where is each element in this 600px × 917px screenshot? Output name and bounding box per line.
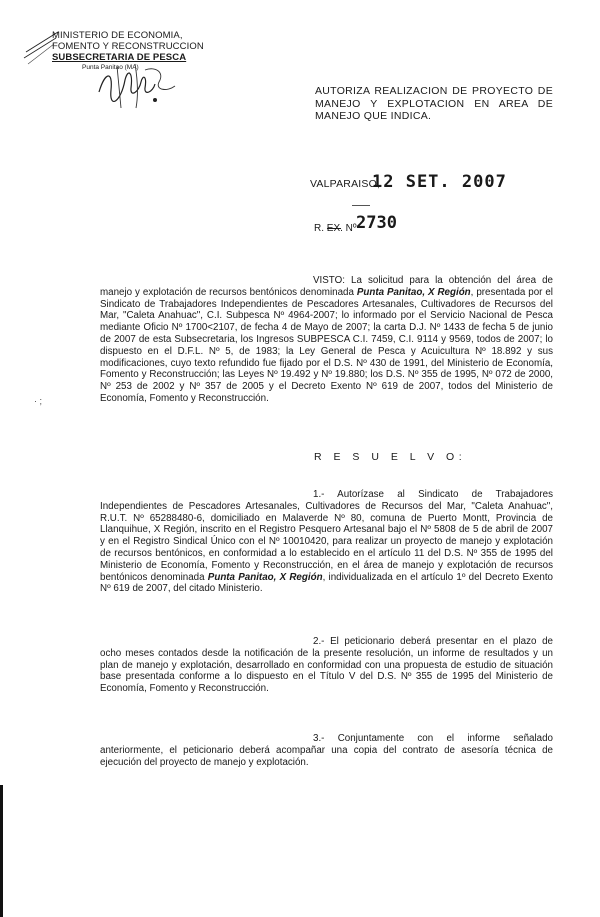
ministry-name: MINISTERIO DE ECONOMIA, xyxy=(52,30,183,41)
point-1-text: Autorízase al Sindicato de Trabajadores Independientes de Pescadores Artesanales, Cultivadores de Recursos del Mar, "Caleta Anahuac", R.U.T. Nº 65288480-6, domiciliado en Malaverde Nº 80, comuna de Puerto Montt, Provincia de Llanquihue, X Región, inscrito en el Registro Pesquero Artesanal bajo el Nº 5808 de 5 de abril de 2007 y en el Registro Sindical Único con el Nº 10010420, para realizar un proyecto de manejo y explotación de recursos bentónicos, en conformidad a lo establecido en el artículo 11 del D.S. Nº 355 de 1995 del Ministerio de Economía, Fomento y Reconstrucción, en el área de manejo y explotación de recursos bentónicos denominada xyxy=(100,489,553,583)
subsecretaria-name: SUBSECRETARIA DE PESCA xyxy=(52,52,187,63)
place-date xyxy=(310,172,570,196)
point-3-paragraph xyxy=(100,733,553,768)
resolution-label: R. EX. Nº xyxy=(314,223,357,234)
point-3-number: 3.- xyxy=(313,733,325,744)
area-name: Punta Panitao, X Región xyxy=(356,286,471,298)
signature-icon xyxy=(95,62,180,110)
margin-mark: · ; xyxy=(34,396,42,406)
visto-paragraph xyxy=(100,275,553,405)
resolution-number-block xyxy=(314,213,434,239)
point-2-text: El peticionario deberá presentar en el plazo de ocho meses contados desde la notificación de la presente resolución, un informe de resultados y un plan de manejo y explotación, desarrollado en conformidad con una propuesta de estudio de situación base presentada conforme a lo dispuesto en el Título V del D.S. Nº 355 de 1995 del Ministerio de Economía, Fomento y Reconstrucción. xyxy=(100,636,553,695)
city-name: VALPARAISO, xyxy=(310,178,381,190)
visto-text-2: , presentada por el Sindicato de Trabajadores Independientes de Pescadores Artesanales, Cultivadores de Recursos del Mar, "Caleta Anahuac", C.I. Subpesca Nº 4964-2007; lo informado por el Servicio Nacional de Pesca mediante Oficio Nº 1700<2107, de fecha 4 de Mayo de 2007; la carta D.J. Nº 1433 de fecha 5 de junio de 2007 de esta Subsecretaria, los Ingresos SUBPESCA C.I. 7459, C.I. 9114 y 9569, todos de 2007; lo dispuesto en el D.F.L. Nº 5, de 1983; la Ley General de Pesca y Acuicultura Nº 18.892 y sus modificaciones, cuyo texto refundido fue fijado por el D.S. Nº 430 de 1991, del Ministerio de Economía, Fomento y Reconstrucción; las Leyes Nº 19.492 y Nº 19.880; los D.S. Nº 355 de 1995, Nº 072 de 2000, Nº 253 de 2002 y Nº 357 de 2005 y el Decreto Exento Nº 619 de 2007, todos del Ministerio de Economía, Fomento y Reconstrucción. xyxy=(100,286,553,404)
point-3-text: Conjuntamente con el informe señalado anteriormente, el peticionario deberá acompañar una copia del contrato de asesoría técnica de ejecución del proyecto de manejo y explotación. xyxy=(100,733,554,768)
point-2-paragraph xyxy=(100,636,553,695)
resuelvo-heading: R E S U E L V O: xyxy=(314,451,467,463)
point-1-paragraph xyxy=(100,489,553,595)
ministry-name-2: FOMENTO Y RECONSTRUCCION xyxy=(52,41,204,52)
point-2-number: 2.- xyxy=(313,636,325,647)
subject-summary: AUTORIZA REALIZACION DE PROYECTO DE MANEJO Y EXPLOTACION EN AREA DE MANEJO QUE INDICA. xyxy=(315,85,553,122)
date-stamp: 12 SET. 2007 xyxy=(372,172,507,192)
point-1-number: 1.- xyxy=(313,489,325,500)
strikethrough-mark xyxy=(327,228,341,229)
area-name: Punta Panitao, X Región xyxy=(207,571,323,583)
file-reference: Punta Panitao (MA) xyxy=(82,64,139,71)
visto-lead: VISTO: xyxy=(313,275,345,286)
resolution-number: 2730 xyxy=(356,213,397,233)
point-1-text-2: , individualizada en el artículo 1º del Decreto Exento Nº 619 de 2007, del citado Ministerio. xyxy=(100,571,553,595)
visto-text: La solicitud para la obtención del área de manejo y explotación de recursos bentónicos denominada xyxy=(100,275,553,298)
dash-mark xyxy=(352,205,370,206)
scan-edge xyxy=(0,785,3,917)
